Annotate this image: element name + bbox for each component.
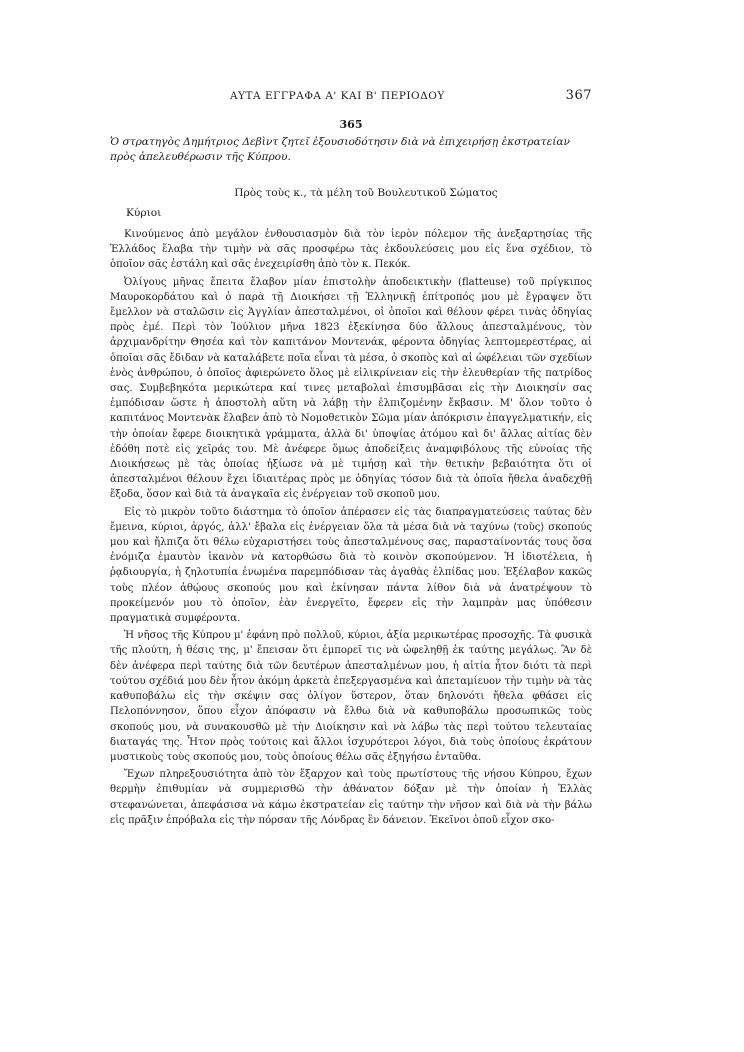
body-paragraph: Ὀλίγους μῆνας ἔπειτα ἔλαβον μίαν ἐπιστολὴν ἀποδεικτικὴν (flatteuse) τοῦ πρίγκιπος Μαυροκορδάτου καὶ ὁ παρὰ τῇ Διοικήσει τῇ Ἑλληνικῇ ἐπίτροπός μου μὲ ἔγραψεν ὅτι ἔμελλον νὰ σταλῶσιν εἰς Ἀγγλίαν ἀπεσταλμένοι, οἱ ὁποῖοι καὶ θέλουν φέρει τινὰς ὁδηγίας πρὸς ἐμέ. Περὶ τὸν Ἰούλιον μῆνα 1823 ἐξεκίνησα δύο ἄλλους ἀπεσταλμένους, τὸν ἀρχιμανδρίτην Θησέα καὶ τὸν καπιτάνον Μοντενάκ, φέροντα ὁδηγίας λεπτομερεστέρας, αἱ ὁποῖαι σᾶς ἔδιδαν νὰ καταλάβετε ποῖα εἶναι τὰ μέσα, ὁ σκοπὸς καὶ αἱ ὠφέλειαι τῶν σχεδίων ἑνὸς ἀνθρώπου, ὁ ὁποῖος ἀφιερώνετο ὅλος μὲ εἰλικρίνειαν εἰς τὴν ἐλευθερίαν τῆς πατρίδος σας. Συμβεβηκότα μερικώτερα καί τινες μεταβολαὶ ἐπισυμβᾶσαι εἰς τὴν Διοικησίν σας ἐμπόδισαν ὥστε ἡ ἀποστολὴ αὕτη νὰ λάβῃ τὴν ἐλπιζομένην ἔκβασιν. Μ' ὅλον τοῦτο ὁ καπιτάνος Μοντενὰκ ἔλαβεν ἀπὸ τὸ Νομοθετικὸν Σῶμα μίαν ἀπόκρισιν ἐπαγγελματικήν, εἰς τὴν ὁποίαν ἔφερε διοικητικὰ γράμματα, ἀλλὰ δι' ὑποψίας ἀτόμου καὶ δι' ἄλλας αἰτίας δὲν ἐδόθη ποτὲ εἰς χεῖράς του. Μὲ ἀνέφερε ὅμως ἀποδείξεις ἀναμφιβόλους τῆς εὐνοίας τῆς Διοικήσεως μὲ τὰς ὁποίας ἠξίωσε νὰ μὲ τιμήσῃ καὶ τὴν θετικὴν βεβαιότητα ὅτι οἱ ἀπεσταλμένοι θέλουν ἔχει ἰδιαιτέρας πρὸς με ὁδηγίας τόσον διὰ τὰ ὁποῖα ἤθελα ἀναδεχθῇ ἔξοδα, ὅσον καὶ διὰ τὰ ἀναγκαῖα εἰς ἐνέργειαν τοῦ σκοποῦ μου. bbox=[110, 276, 592, 501]
running-title: ΑΥΤΑ ΕΓΓΡΑΦΑ Α' ΚΑΙ Β' ΠΕΡΙΟΔΟΥ bbox=[230, 90, 445, 102]
body-paragraph: Εἰς τὸ μικρὸν τοῦτο διάστημα τὸ ὁποῖον ἀπέρασεν εἰς τὰς διαπραγματεύσεις ταύτας δὲν ἔμεινα, κύριοι, ἀργός, ἀλλ' ἔβαλα εἰς ἐνέργειαν ὅλα τὰ μέσα διὰ νὰ ταχύνω ⟨τοὺς⟩ σκοπούς μου καὶ ἤλπιζα ὅτι θέλω εὐχαριστήσει τοὺς ἀπεσταλμένους σας, παρασταίνοντάς τους ὅσα ἐνόμιζα ἐμαυτὸν ἱκανὸν νὰ κατορθώσω διὰ τὸ κοινὸν σκοπούμενον. Ἡ ἰδιοτέλεια, ἡ ῥᾳδιουργία, ἡ ζηλοτυπία ἐνωμένα παρεμπόδισαν τὰς ἀγαθὰς ἐλπίδας μου. Ἐξέλαβον κακῶς τοὺς πλέον ἀθῴους σκοπούς μου καὶ ἐκίνησαν πάντα λίθον διὰ νὰ ἀνατρέψουν τὸ προκείμενόν μου τὸ ὁποῖον, ἐὰν ἐνεργεῖτο, ἔφερεν εἰς τὴν λαμπρὰν μας ὑπόθεσιν πραγματικὰ συμφέροντα. bbox=[110, 506, 592, 625]
document-number: 365 bbox=[339, 118, 363, 131]
running-header bbox=[110, 88, 592, 108]
document-page bbox=[110, 88, 592, 830]
body-paragraph: Κινούμενος ἀπὸ μεγάλον ἐνθουσιασμὸν διὰ τὸν ἱερὸν πόλεμον τῆς ἀνεξαρτησίας τῆς Ἑλλάδος ἔλαβα τὴν τιμὴν νὰ σᾶς προσφέρω τὰς ἐκδουλεύσεις μου εἰς ἕνα σχέδιον, τὸ ὁποῖον σᾶς ἐστάλη καὶ σᾶς ἐνεχειρίσθη ἀπὸ τὸν κ. Πεκόκ. bbox=[110, 229, 592, 271]
salutation: Κύριοι bbox=[126, 207, 162, 219]
addressee-line: Πρὸς τοὺς κ., τὰ μέλη τοῦ Βουλευτικοῦ Σώματος bbox=[234, 187, 498, 199]
body-paragraph: Ἡ νῆσος τῆς Κύπρου μ' ἐφάνη πρὸ πολλοῦ, κύριοι, ἀξία μερικωτέρας προσοχῆς. Τὰ φυσικὰ τῆς πλούτη, ἡ θέσις της, μ' ἔπεισαν ὅτι ἐμπορεῖ τις νὰ ὠφεληθῇ ἐκ ταύτης μεγάλως. Ἂν δὲ δὲν ἀνέφερα περὶ ταύτης διὰ τῶν δευτέρων ἀπεσταλμένων μου, ἡ αἰτία ἦτον διότι τὰ περὶ τούτου σχέδιά μου δὲν ἦτον ἀκόμη ἀρκετὰ ἐπεξεργασμένα καὶ ἀπεταμίευον τὴν τιμὴν νὰ τὰς καθυποβάλω εἰς τὴν σκέψιν σας ὀλίγον ὕστερον, ὅταν δηλονότι ἤθελα φθάσει εἰς Πελοπόννησον, ὅπου εἶχον ἀπόφασιν νὰ ἔλθω διὰ νὰ καθυποβάλω προσωπικῶς τοὺς σκοπούς μου, νὰ συνακουσθῶ μὲ τὴν Διοίκησιν καὶ νὰ λάβω τὰς περὶ τούτου τελευταίας διαταγάς της. Ἦτον πρὸς τούτοις καὶ ἄλλοι ἰσχυρότεροι λόγοι, διὰ τοὺς ὁποίους ἐκράτουν μυστικοὺς τοὺς σκοπούς μου, τοὺς ὁποίους θέλω σᾶς ἐξηγήσω ἐνταῦθα. bbox=[110, 630, 592, 763]
body-paragraph: Ἔχων πληρεξουσιότητα ἀπὸ τὸν ἔξαρχον καὶ τοὺς πρωτίστους τῆς νήσου Κύπρου, ἔχων θερμὴν ἐπιθυμίαν νὰ συμμερισθῶ τὴν ἀθάνατον δόξαν μὲ τὴν ὁποίαν ἡ Ἑλλὰς στεφανώνεται, ἀπεφάσισα νὰ κάμω ἐκστρατείαν εἰς ταύτην τὴν νῆσον καὶ διὰ νὰ τὴν βάλω εἰς πρᾶξιν ἐπρόβαλα εἰς τὴν πόρσαν τῆς Λόνδρας ἓν δάνειον. Ἐκεῖνοι ὁποῦ εἶχον σκο- bbox=[110, 769, 592, 826]
page-number: 367 bbox=[565, 88, 592, 103]
letter-body bbox=[110, 227, 592, 828]
document-summary: Ὁ στρατηγὸς Δημήτριος Δεβὶντ ζητεῖ ἐξουσιοδότησιν διὰ νὰ ἐπιχειρήσῃ ἐκστρατείαν πρὸς ἀπελευθέρωσιν τῆς Κύπρου. bbox=[110, 136, 571, 163]
